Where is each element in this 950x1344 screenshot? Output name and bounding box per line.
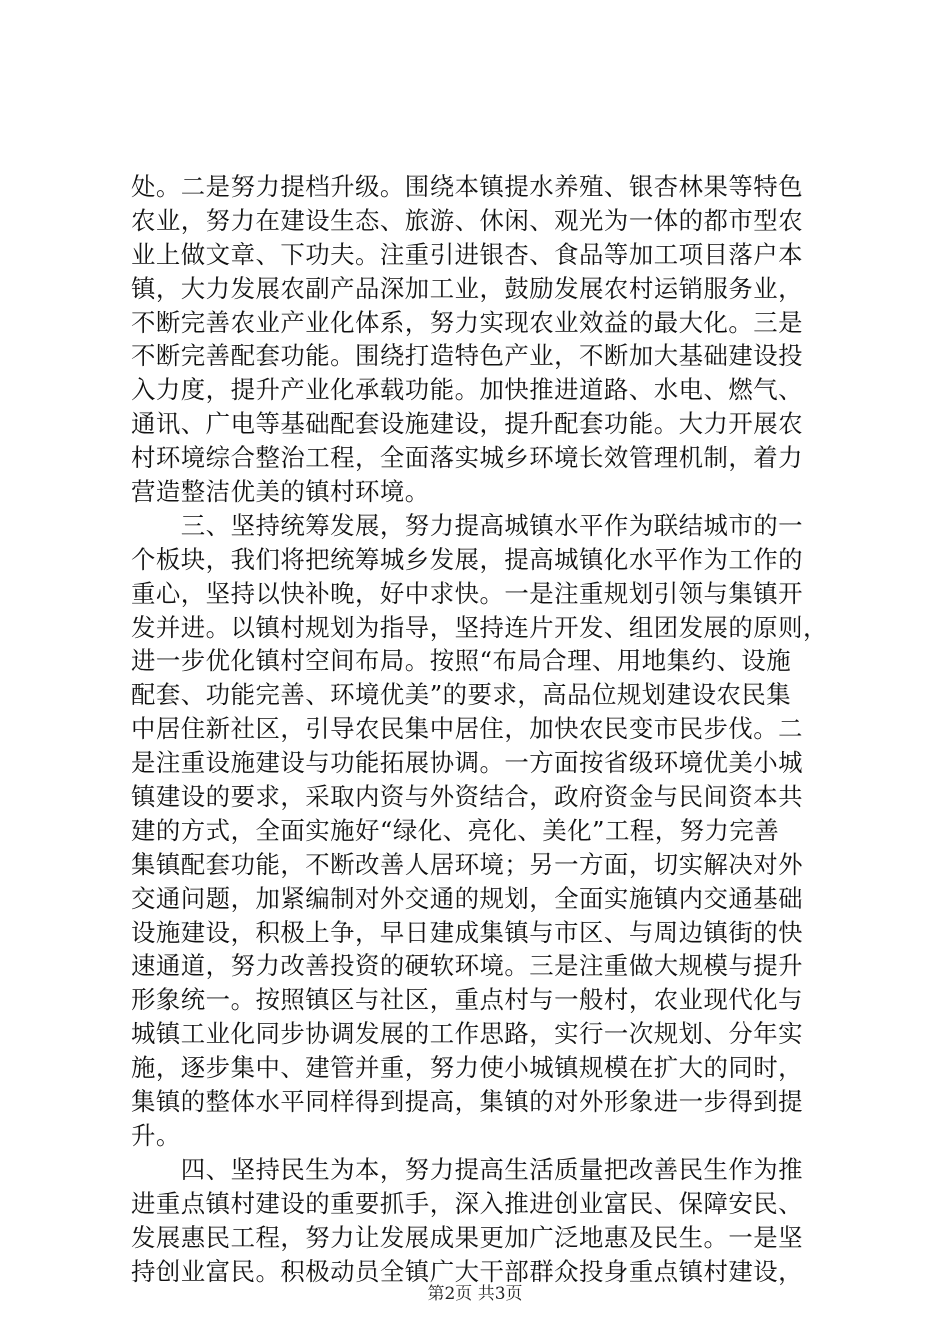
text-line: 中居住新社区，引导农民集中居住，加快农民变市民步伐。二 [131,714,804,744]
text-line: 城镇工业化同步协调发展的工作思路，实行一次规划、分年实 [131,1019,804,1049]
page-number-footer: 第2页 共3页 [427,1284,523,1304]
text-line: 镇建设的要求，采取内资与外资结合，政府资金与民间资本共 [131,782,804,812]
text-line: 设施建设，积极上争，早日建成集镇与市区、与周边镇街的快 [131,917,804,947]
text-line: 施，逐步集中、建管并重，努力使小城镇规模在扩大的同时， [131,1053,804,1083]
text-line: 配套、功能完善、环境优美”的要求，高品位规划建设农民集 [131,680,792,710]
text-line: 速通道，努力改善投资的硬软环境。三是注重做大规模与提升 [131,951,804,981]
text-line: 升。 [131,1120,181,1150]
text-line: 三、坚持统筹发展，努力提高城镇水平作为联结城市的一 [131,510,804,540]
text-line: 交通问题，加紧编制对外交通的规划，全面实施镇内交通基础 [131,883,804,913]
text-line: 形象统一。按照镇区与社区，重点村与一般村，农业现代化与 [131,985,804,1015]
text-line: 业上做文章、下功夫。注重引进银杏、食品等加工项目落户本 [131,239,804,269]
text-line: 镇，大力发展农副产品深加工业，鼓励发展农村运销服务业， [131,273,804,303]
document-body [131,170,831,1288]
text-line: 入力度，提升产业化承载功能。加快推进道路、水电、燃气、 [131,375,804,405]
text-line: 建的方式，全面实施好“绿化、亮化、美化”工程，努力完善 [131,815,780,845]
text-line: 持创业富民。积极动员全镇广大干部群众投身重点镇村建设， [131,1256,804,1286]
text-line: 发并进。以镇村规划为指导，坚持连片开发、组团发展的原则， [131,612,828,642]
text-line: 发展惠民工程，努力让发展成果更加广泛地惠及民生。一是坚 [131,1222,804,1252]
text-line: 个板块，我们将把统筹城乡发展，提高城镇化水平作为工作的 [131,544,804,574]
text-line: 集镇配套功能，不断改善人居环境；另一方面，切实解决对外 [131,849,804,879]
text-line: 处。二是努力提档升级。围绕本镇提水养殖、银杏林果等特色 [131,172,804,201]
text-line: 进重点镇村建设的重要抓手，深入推进创业富民、保障安民、 [131,1188,804,1218]
text-line: 农业，努力在建设生态、旅游、休闲、观光为一体的都市型农 [131,205,804,235]
text-line: 集镇的整体水平同样得到提高，集镇的对外形象进一步得到提 [131,1087,804,1117]
text-line: 进一步优化镇村空间布局。按照“布局合理、用地集约、设施 [131,646,792,676]
text-line: 是注重设施建设与功能拓展协调。一方面按省级环境优美小城 [131,748,804,778]
text-line: 重心，坚持以快补晚，好中求快。一是注重规划引领与集镇开 [131,578,804,608]
text-line: 通讯、广电等基础配套设施建设，提升配套功能。大力开展农 [131,409,804,439]
text-line: 四、坚持民生为本，努力提高生活质量把改善民生作为推 [131,1154,804,1184]
text-line: 营造整洁优美的镇村环境。 [131,477,430,507]
text-line: 不断完善配套功能。围绕打造特色产业，不断加大基础建设投 [131,341,804,371]
text-line: 村环境综合整治工程，全面落实城乡环境长效管理机制，着力 [131,443,804,473]
text-line: 不断完善农业产业化体系，努力实现农业效益的最大化。三是 [131,307,804,337]
